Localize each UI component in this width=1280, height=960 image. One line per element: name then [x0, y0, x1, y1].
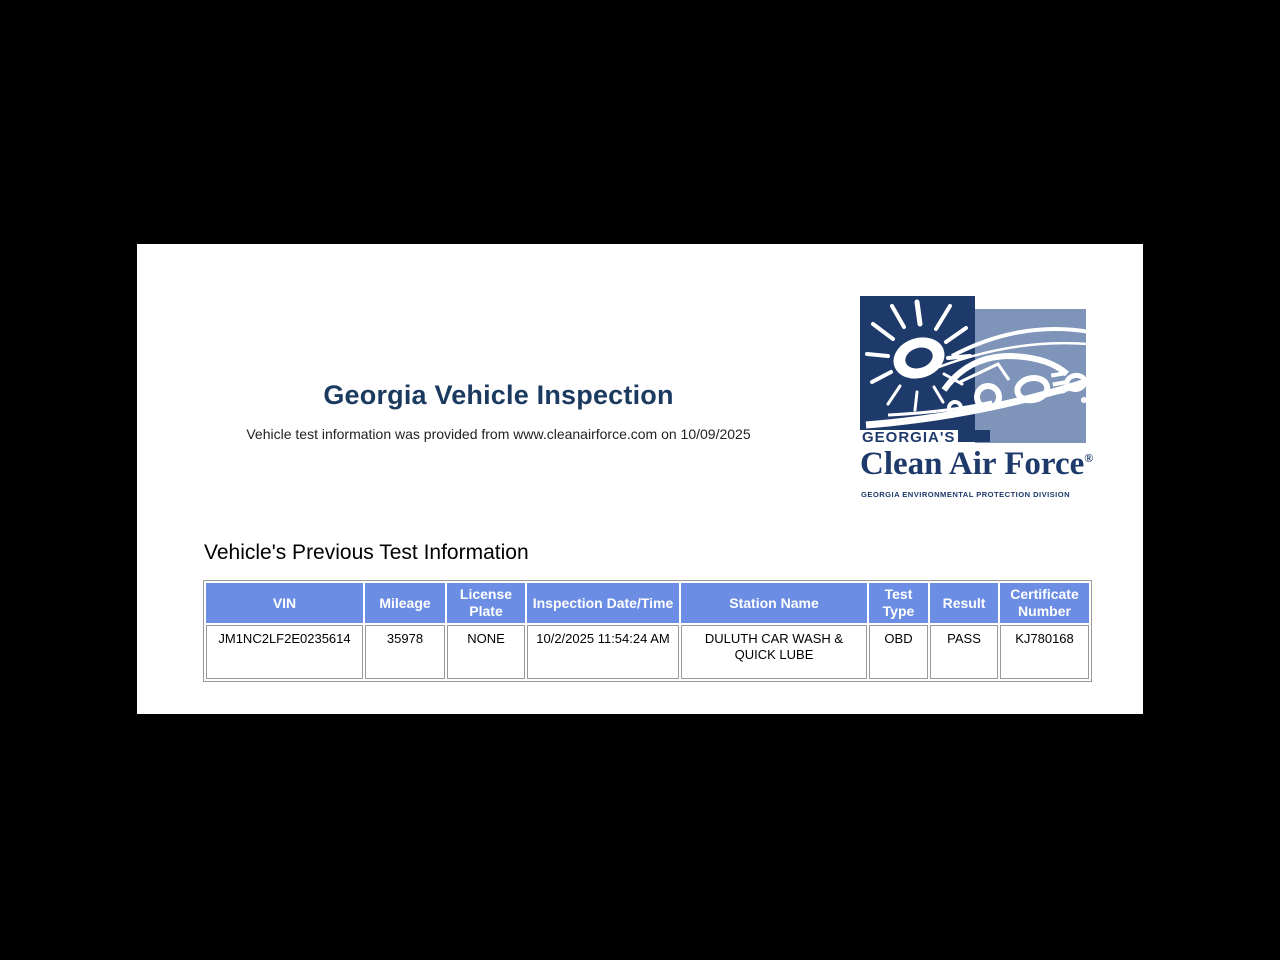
logo-division-line: GEORGIA ENVIRONMENTAL PROTECTION DIVISION: [861, 490, 1071, 499]
logo-georgias-label: GEORGIA'S: [862, 429, 956, 446]
column-header-test-type: Test Type: [869, 583, 928, 623]
cell-mileage: 35978: [365, 625, 445, 679]
column-header-station-name: Station Name: [681, 583, 867, 623]
document-sheet: [137, 244, 1143, 714]
table-header-row: [206, 583, 1089, 623]
cell-vin: JM1NC2LF2E0235614: [206, 625, 363, 679]
previous-test-table: [203, 580, 1092, 682]
cell-inspection-datetime: 10/2/2025 11:54:24 AM: [527, 625, 679, 679]
cell-station-name: DULUTH CAR WASH & QUICK LUBE: [681, 625, 867, 679]
page-subtitle: Vehicle test information was provided from www.cleanairforce.com on 10/09/2025: [246, 426, 751, 442]
column-header-inspection-datetime: Inspection Date/Time: [527, 583, 679, 623]
sun-and-car-logo-graphic: [860, 294, 1092, 444]
clean-air-force-logo: [860, 294, 1092, 502]
section-heading: Vehicle's Previous Test Information: [204, 541, 529, 564]
logo-brand-name: [860, 446, 1092, 483]
cell-test-type: OBD: [869, 625, 928, 679]
previous-test-table-container: [203, 580, 1092, 682]
cell-certificate-number: KJ780168: [1000, 625, 1089, 679]
table-row: [206, 625, 1089, 679]
column-header-vin: VIN: [206, 583, 363, 623]
registered-mark: ®: [1084, 451, 1094, 465]
page-title: Georgia Vehicle Inspection: [323, 380, 674, 410]
column-header-certificate-number: Certificate Number: [1000, 583, 1089, 623]
document-header: [137, 244, 860, 442]
column-header-license-plate: License Plate: [447, 583, 525, 623]
column-header-mileage: Mileage: [365, 583, 445, 623]
column-header-result: Result: [930, 583, 998, 623]
cell-result: PASS: [930, 625, 998, 679]
logo-brand-text: Clean Air Force: [860, 446, 1085, 482]
cell-license-plate: NONE: [447, 625, 525, 679]
